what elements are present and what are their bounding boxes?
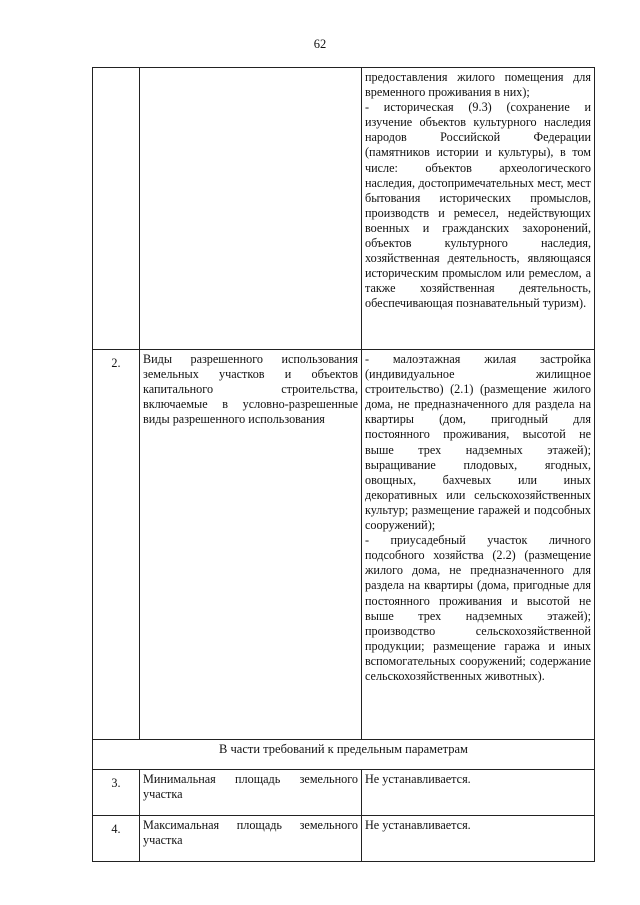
row-name-cell — [140, 68, 362, 350]
row-name-cell: Максимальная площадь земельного участка — [140, 816, 362, 862]
table-row — [93, 350, 595, 740]
row-number-cell: 4. — [93, 816, 140, 862]
page-number: 62 — [313, 37, 327, 51]
value-paragraph: - малоэтажная жилая застройка (индивидуальное жилищное строительство) (2.1) (размещение жилого дома, не предназначенного для раздела на квартиры (дом, пригодный для постоянного проживания, высотой не выше трех надземных этажей); выращивание плодовых, ягодных, овощных, бахчевых или иных декоративных или сельскохозяйственных культур; размещение гаражей и подсобных сооружений); — [365, 352, 591, 533]
row-value-cell: Не устанавливается. — [362, 770, 595, 816]
table-row — [93, 770, 595, 816]
row-value-cell — [362, 68, 595, 350]
value-paragraph: - приусадебный участок личного подсобного хозяйства (2.2) (размещение жилого дома, не предназначенного для раздела на квартиры (дома, пригодные для постоянного проживания и высотой не выше трех надземных этажей); производство сельскохозяйственной продукции; размещение гаража и иных вспомогательных сооружений; содержание сельскохозяйственных животных). — [365, 533, 591, 683]
value-paragraph: предоставления жилого помещения для временного проживания в них); — [365, 70, 591, 100]
value-paragraph: - историческая (9.3) (сохранение и изучение объектов культурного наследия народов Российской Федерации (памятников истории и культуры), в том числе: объектов археологического наследия, достопримечательных мест, мест бытования исторических промыслов, производств и ремесел, недействующих военных и гражданских захоронений, объектов культурного наследия, хозяйственная деятельность, являющаяся историческим промыслом или ремеслом, а также хозяйственная деятельность, обеспечивающая познавательный туризм). — [365, 100, 591, 311]
table-row — [93, 68, 595, 350]
section-header-row — [93, 740, 595, 770]
row-number-cell: 3. — [93, 770, 140, 816]
row-value-cell: Не устанавливается. — [362, 816, 595, 862]
row-number-cell — [93, 68, 140, 350]
table-row — [93, 816, 595, 862]
row-value-cell — [362, 350, 595, 740]
row-name-cell: Виды разрешенного использования земельных участков и объектов капитального строительства, включаемые в условно-разрешенные виды разрешенного использования — [140, 350, 362, 740]
section-header: В части требований к предельным параметрам — [93, 740, 595, 770]
requirements-table — [92, 67, 595, 862]
row-name-cell: Минимальная площадь земельного участка — [140, 770, 362, 816]
row-number-cell: 2. — [93, 350, 140, 740]
